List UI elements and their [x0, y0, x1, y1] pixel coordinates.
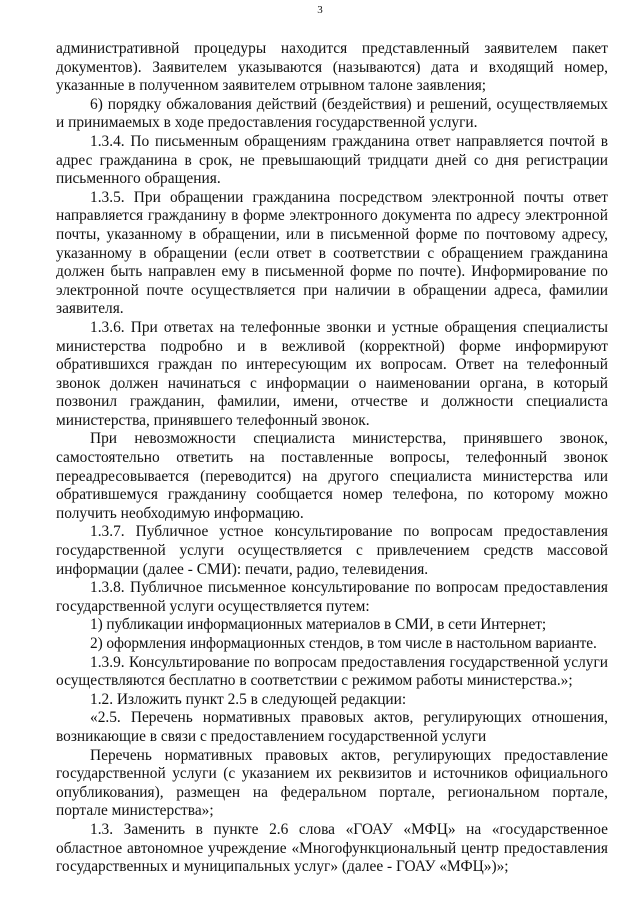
paragraph-1-3-4: 1.3.4. По письменным обращениям гражданина ответ направляется почтой в адрес гражданина в срок, не превышающий тридцати дней со дня регистрации письменного обращения.	[56, 132, 608, 188]
paragraph-1-3-5: 1.3.5. При обращении гражданина посредством электронной почты ответ направляется гражданину в форме электронного документа по адресу электронной почты, указанному в обращении, или в письменной форме по почтовому адресу, указанному в обращении (если ответ в соответствии с обращением гражданина должен быть направлен ему в письменной форме по почте). Информирование по электронной почте осуществляется при наличии в обращении адреса, фамилии заявителя.	[56, 188, 608, 318]
list-item-publication: 1) публикации информационных материалов в СМИ, в сети Интернет;	[90, 616, 547, 634]
list-item-stands: 2) оформления информационных стендов, в том числе в настольном варианте.	[90, 635, 597, 652]
document-body	[56, 40, 608, 877]
paragraph-2-5-body: Перечень нормативных правовых актов, регулирующих предоставление государственной услуги (с указанием их реквизитов и источников официального опубликования), размещен на федеральном портале, региональном портале, портале министерства»;	[56, 746, 608, 820]
paragraph-procedure-continuation: административной процедуры находится представленный заявителем пакет документов). Заявителем указываются (называются) дата и входящий номер, указанные в полученном заявителем отрывном талоне заявления;	[56, 40, 608, 95]
paragraph-1-3-6: 1.3.6. При ответах на телефонные звонки и устные обращения специалисты министерства подробно и в вежливой (корректной) форме информируют обратившихся граждан по интересующим их вопросам. Ответ на телефонный звонок должен начинаться с информации о наименовании органа, в который позвонил гражданин, фамилии, имени, отчестве и должности специалиста министерства, принявшего телефонный звонок.	[56, 318, 608, 429]
paragraph-1-3-7: 1.3.7. Публичное устное консультирование по вопросам предоставления государственной услуги осуществляется с привлечением средств массовой информации (далее - СМИ): печати, радио, телевидения.	[56, 523, 608, 578]
paragraph-1-3: 1.3. Заменить в пункте 2.6 слова «ГОАУ «МФЦ» на «государственное областное автономное учреждение «Многофункциональный центр предоставления государственных и муниципальных услуг» (далее - ГОАУ «МФЦ»)»;	[56, 820, 608, 876]
paragraph-1-3-9: 1.3.9. Консультирование по вопросам предоставления государственной услуги осуществляются бесплатно в соответствии с режимом работы министерства.»;	[56, 653, 608, 690]
paragraph-1-3-8: 1.3.8. Публичное письменное консультирование по вопросам предоставления государственной услуги осуществляется путем:	[56, 579, 608, 615]
paragraph-call-redirect: При невозможности специалиста министерства, принявшего звонок, самостоятельно ответить на поставленные вопросы, телефонный звонок переадресовывается (переводится) на другого специалиста министерства или обратившемуся гражданину сообщается номер телефона, по которому можно получить необходимую информацию.	[56, 430, 608, 522]
paragraph-1-2: 1.2. Изложить пункт 2.5 в следующей редакции:	[90, 690, 407, 708]
paragraph-appeal-procedure: 6) порядку обжалования действий (бездействия) и решений, осуществляемых и принимаемых в ходе предоставления государственной услуги.	[56, 95, 608, 132]
paragraph-2-5-heading: «2.5. Перечень нормативных правовых актов, регулирующих отношения, возникающие в связи с предоставлением государственной услуги	[56, 709, 608, 745]
page-number: 3	[317, 4, 323, 16]
